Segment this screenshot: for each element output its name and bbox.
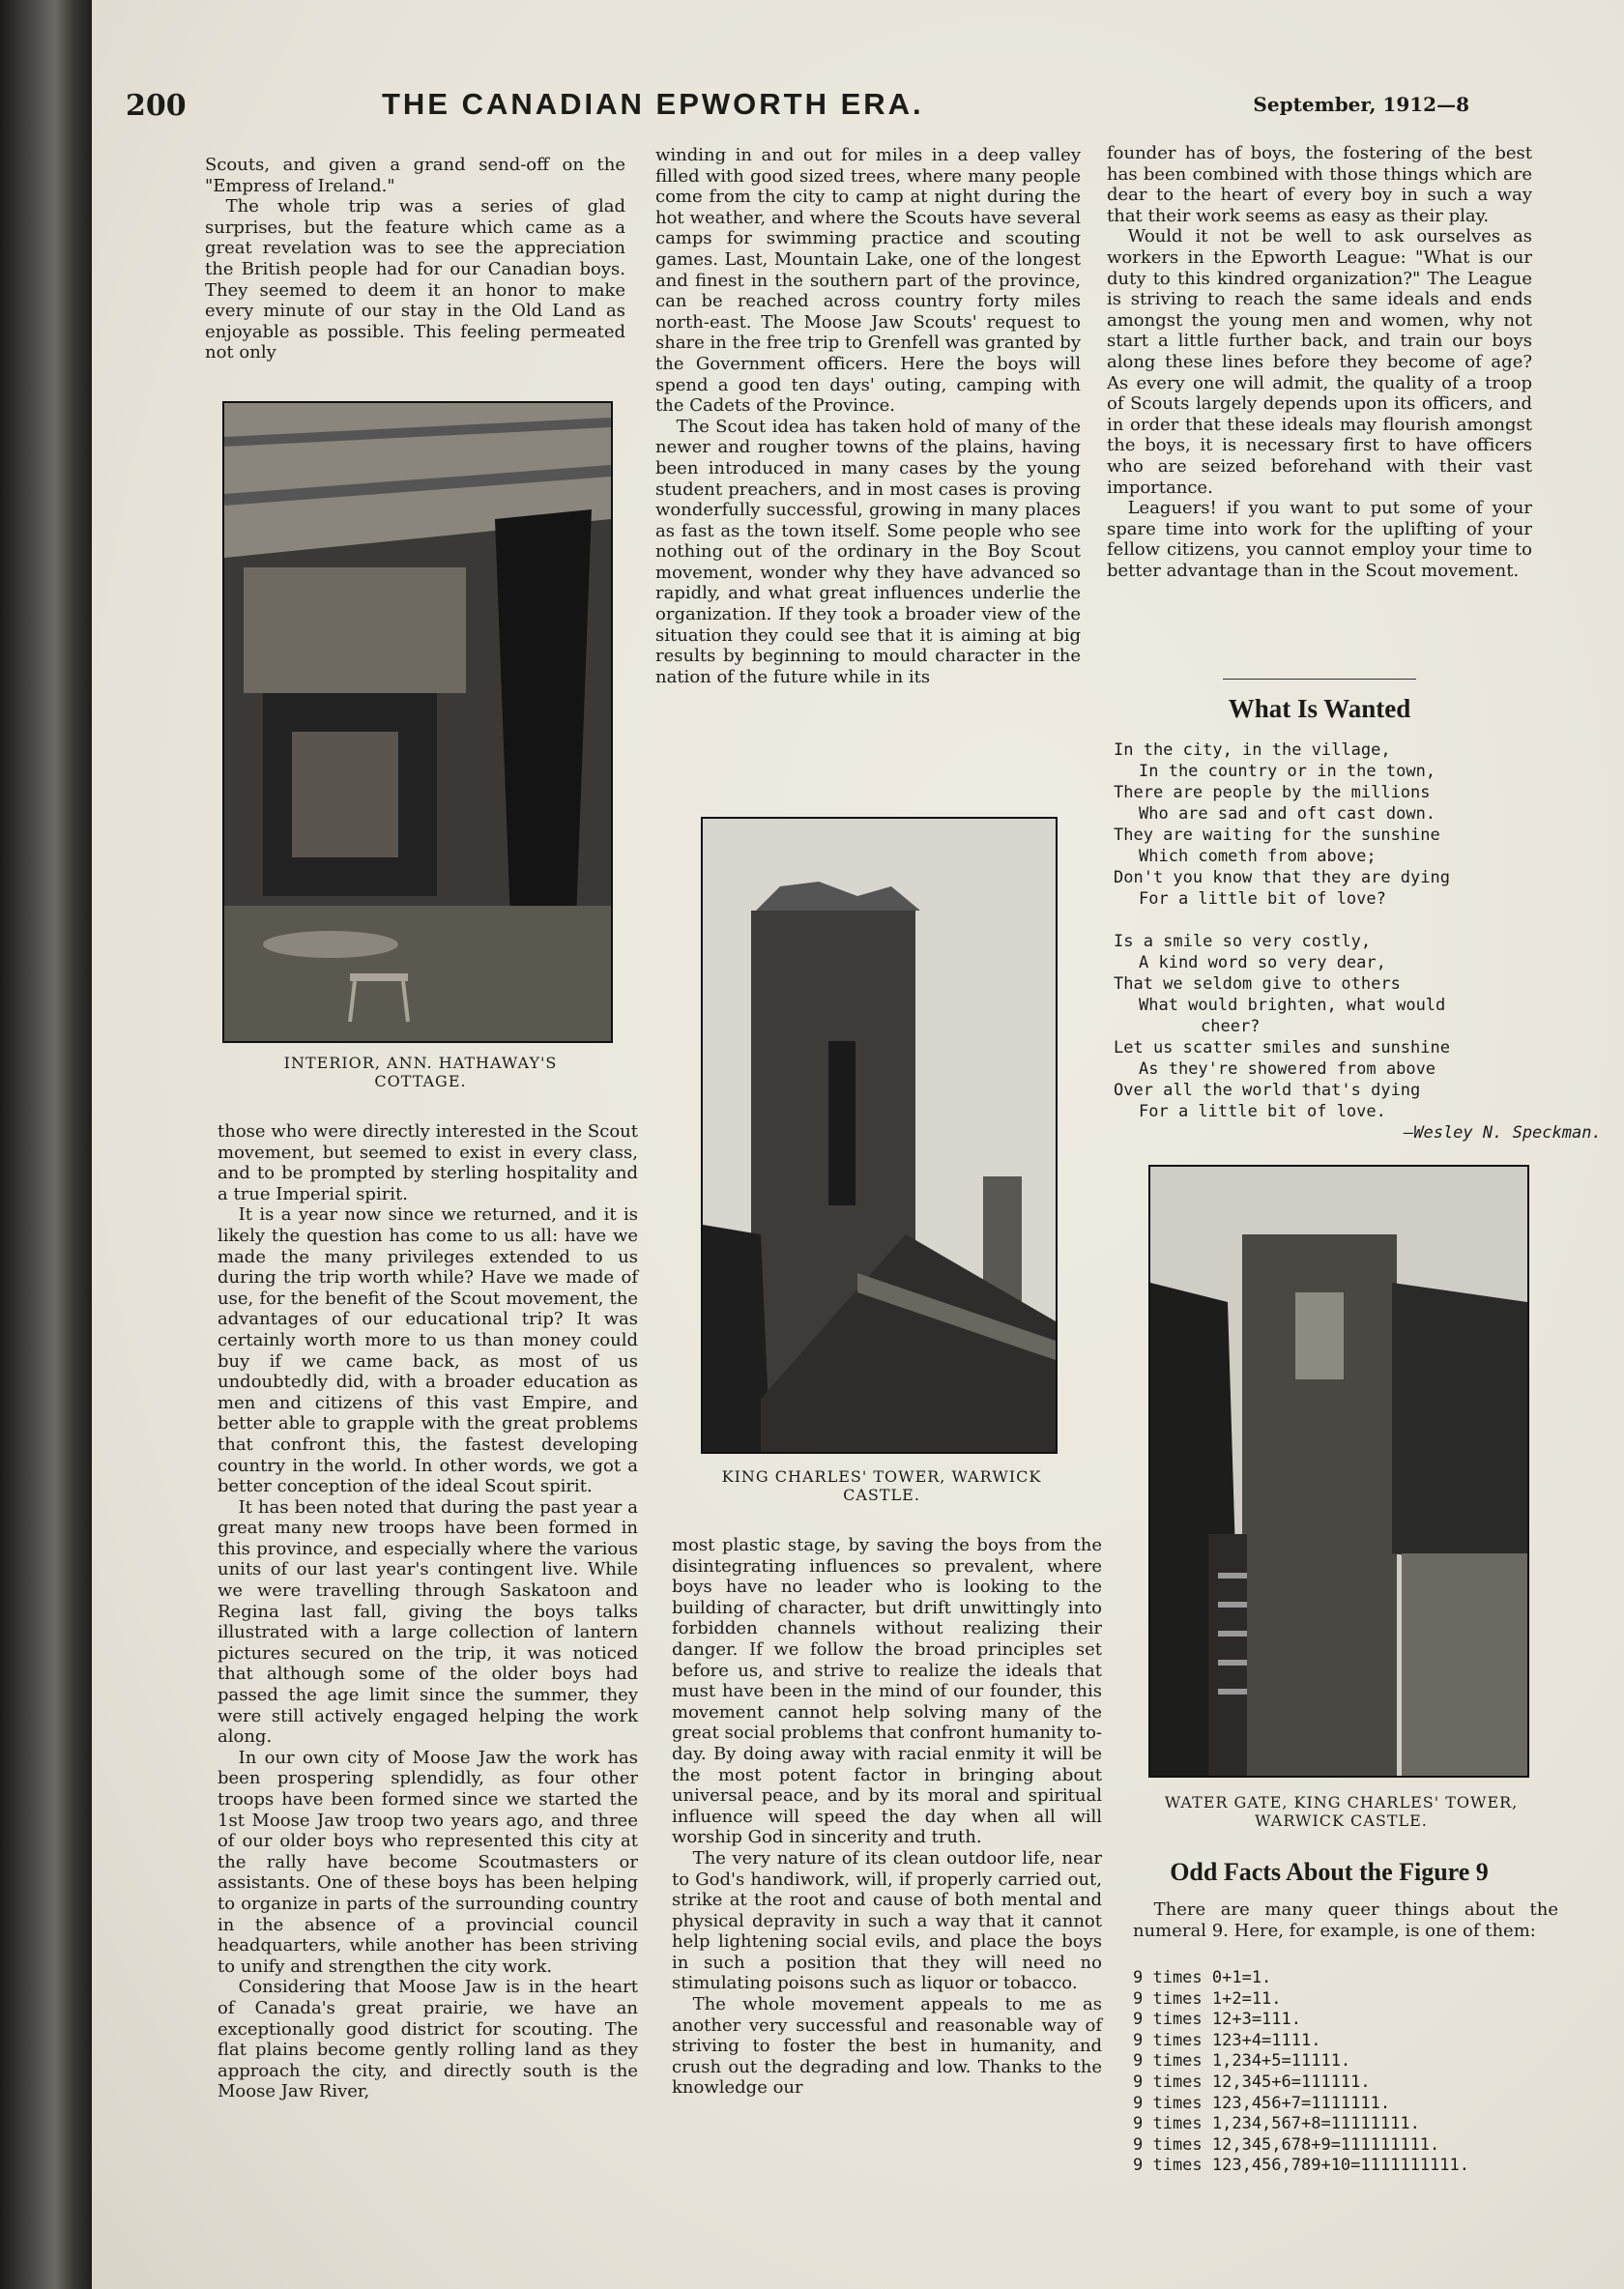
poem-line: Let us scatter smiles and sunshine (1114, 1038, 1450, 1058)
poem-line: In the city, in the village, (1114, 740, 1391, 760)
fact-row: 9 times 12,345,678+9=111111111. (1133, 2134, 1440, 2155)
paragraph: It is a year now since we returned, and it is likely the question has come to us all: have we made the many privileges extended to us during the trip worth while? Have we made of use, for the benefit of the Scout movement, the advantages of our educational trip? It was certainly worth more to us than money could buy if we came back, as most of us undoubtedly did, with a broader education as men and citizens of this vast Empire, and better able to grapple with the great problems that confront this, the fastest developing country in the world. In other words, we got a better conception of the ideal Scout spirit. (218, 1204, 638, 1497)
paragraph: founder has of boys, the fostering of the best has been combined with those things which are dear to the heart of every boy in such a way that their work seems as easy as their play. (1107, 143, 1532, 226)
masthead: THE CANADIAN EPWORTH ERA. (382, 87, 924, 121)
paragraph: winding in and out for miles in a deep valley filled with good sized trees, where many people come from the city to camp at night during the hot weather, and where the Scouts have several camps for swimming practice and scouting games. Last, Mountain Lake, one of the longest and finest in the southern part of the province, can be reached across country forty miles north-east. The Moose Jaw Scouts' request to share in the free trip to Grenfell was granted by the Government officers. Here the boys will spend a good ten days' outing, camping with the Cadets of the Province. (655, 145, 1081, 417)
paragraph: The Scout idea has taken hold of many of the newer and rougher towns of the plains, having been introduced in many cases by the young student preachers, and in most cases is proving wonderfully successful, growing in many places as fast as the town itself. Some people who see nothing out of the ordinary in the Boy Scout movement, wonder why they have advanced so rapidly, and what great influences underlie the organization. If they took a broader view of the situation they could see that it is aiming at big results by beginning to mould character in the nation of the future while in its (655, 416, 1081, 687)
paragraph: Would it not be well to ask ourselves as workers in the Epworth League: "What is our duty to this kindred organization?" The League is striving to reach the same ideals and ends amongst the young men and women, why not start a little further back, and train our boys along these lines before they become of age? As every one will admit, the quality of a troop of Scouts largely depends upon its officers, and in order that these ideals may flourish amongst the boys, it is necessary first to have officers who are seized beforehand with their vast importance. (1107, 226, 1532, 498)
fact-row: 9 times 12+3=111. (1133, 2010, 1301, 2030)
poem-line: Is a smile so very costly, (1114, 932, 1372, 951)
poem-line: What would brighten, what would (1139, 996, 1446, 1015)
fact-row: 9 times 1+2=11. (1133, 1988, 1282, 2009)
caption-water-gate: WATER GATE, KING CHARLES' TOWER, WARWICK CASTLE. (1164, 1793, 1519, 1830)
poem-line: They are waiting for the sunshine (1114, 826, 1440, 845)
page-number: 200 (126, 89, 187, 123)
paragraph: The very nature of its clean outdoor life, near to God's handiwork, will, if properly carried out, strike at the root and cause of both mental and physical depravity in such a way that it cannot help lightening social evils, and place the boys in such a position that they will need no stimulating poisons such as liquor or tobacco. (672, 1847, 1102, 1994)
section-divider (1223, 679, 1416, 680)
photo-king-charles-tower (701, 817, 1058, 1454)
poem-line: A kind word so very dear, (1139, 953, 1386, 972)
poem-line: For a little bit of love? (1139, 889, 1386, 909)
page-header (126, 89, 1469, 128)
water-gate-illustration (1150, 1167, 1527, 1776)
fact-row: 9 times 1,234+5=11111. (1133, 2051, 1351, 2072)
poem-line: cheer? (1201, 1017, 1261, 1036)
paragraph: those who were directly interested in the Scout movement, but seemed to exist in every class, and to be prompted by sterling hospitality and a true Imperial spirit. (218, 1121, 638, 1204)
stanza-break (1114, 910, 1539, 931)
fact-row: 9 times 123,456+7=1111111. (1133, 2093, 1391, 2113)
poem-line: As they're showered from above (1139, 1059, 1436, 1079)
poem-line: For a little bit of love. (1139, 1102, 1386, 1121)
odd-facts-title: Odd Facts About the Figure 9 (1170, 1858, 1489, 1886)
poem-line: There are people by the millions (1114, 783, 1431, 802)
paragraph: It has been noted that during the past year a great many new troops have been formed in this province, and especially where the various units of our last year's contingent live. While we were travelling through Saskatoon and Regina last fall, giving the boys talks illustrated with a large collection of lantern pictures secured on the trip, it was noticed that although some of the older boys had passed the age limit since the summer, they were still actively engaged helping the work along. (218, 1496, 638, 1748)
tower-illustration (703, 819, 1056, 1452)
paragraph: The whole movement appeals to me as another very successful and reasonable way of striving to foster the best in humanity, and crush out the degrading and low. Thanks to the knowledge our (672, 1994, 1102, 2099)
paragraph: Scouts, and given a grand send-off on the "Empress of Ireland." (205, 155, 625, 196)
poem-line: Which cometh from above; (1139, 847, 1377, 866)
paragraph: There are many queer things about the numeral 9. Here, for example, is one of them: (1133, 1899, 1558, 1941)
fact-row: 9 times 12,345+6=111111. (1133, 2072, 1371, 2092)
poem-line: That we seldom give to others (1114, 974, 1401, 994)
paragraph: Leaguers! if you want to put some of your spare time into work for the uplifting of your fellow citizens, you cannot employ your time to better advantage than in the Scout movement. (1107, 498, 1532, 581)
poem-line: In the country or in the town, (1139, 762, 1436, 781)
fact-row: 9 times 1,234,567+8=11111111. (1133, 2114, 1420, 2134)
poem-line: Over all the world that's dying (1114, 1081, 1421, 1100)
column-2-bottom (672, 1535, 1102, 2099)
odd-facts-list (1133, 1968, 1558, 2177)
poem-title: What Is Wanted (1228, 694, 1411, 723)
poem-line: Who are sad and oft cast down. (1139, 804, 1436, 824)
photo-hathaway-interior (222, 401, 613, 1043)
column-2-top (655, 145, 1081, 687)
book-binding (0, 0, 92, 2289)
column-1-top (205, 155, 625, 363)
column-1-bottom (218, 1121, 638, 2102)
photo-water-gate (1148, 1165, 1529, 1778)
poem-line: Don't you know that they are dying (1114, 868, 1450, 887)
paragraph: Considering that Moose Jaw is in the heart of Canada's great prairie, we have an exceptionally good district for scouting. The flat plains become gently rolling land as they approach the city, and directly south is the Moose Jaw River, (218, 1977, 638, 2102)
odd-facts-intro (1133, 1899, 1558, 1941)
fact-row: 9 times 123,456,789+10=1111111111. (1133, 2156, 1469, 2176)
paragraph: most plastic stage, by saving the boys from the disintegrating influences so prevalent, where boys have no leader who is looking to the building of character, but drift unwittingly into forbidden channels without realizing their danger. If we follow the broad principles set before us, and strive to realize the ideals that must have been in the mind of our founder, this movement cannot help solving many of the great social problems that confront humanity to-day. By doing away with racial enmity it will be the most potent factor in bringing about universal peace, and by its moral and spiritual influence will speed the day when all will worship God in sincerity and truth. (672, 1535, 1102, 1848)
interior-illustration (224, 403, 611, 1041)
poem-what-is-wanted (1114, 739, 1602, 1144)
issue-date: September, 1912—8 (1253, 93, 1469, 116)
caption-hathaway: INTERIOR, ANN. HATHAWAY'S COTTAGE. (283, 1054, 558, 1090)
paragraph: The whole trip was a series of glad surprises, but the feature which came as a great revelation was to see the appreciation the British people had for our Canadian boys. They seemed to deem it an honor to make every minute of our stay in the Old Land as enjoyable as possible. This feeling permeated not only (205, 196, 625, 363)
fact-row: 9 times 123+4=1111. (1133, 2030, 1321, 2050)
column-3-top (1107, 143, 1532, 581)
poem-author: —Wesley N. Speckman. (1404, 1123, 1602, 1143)
paragraph: In our own city of Moose Jaw the work has been prospering splendidly, as four other troops have been formed since we started the 1st Moose Jaw troop two years ago, and three of our older boys who represented this city at the rally have become Scoutmasters or assistants. One of these boys has been helping to organize in parts of the surrounding country in the absence of a provincial council headquarters, while another has been striving to unify and strengthen the city work. (218, 1747, 638, 1977)
fact-row: 9 times 0+1=1. (1133, 1968, 1272, 1987)
caption-tower: KING CHARLES' TOWER, WARWICK CASTLE. (721, 1467, 1042, 1504)
